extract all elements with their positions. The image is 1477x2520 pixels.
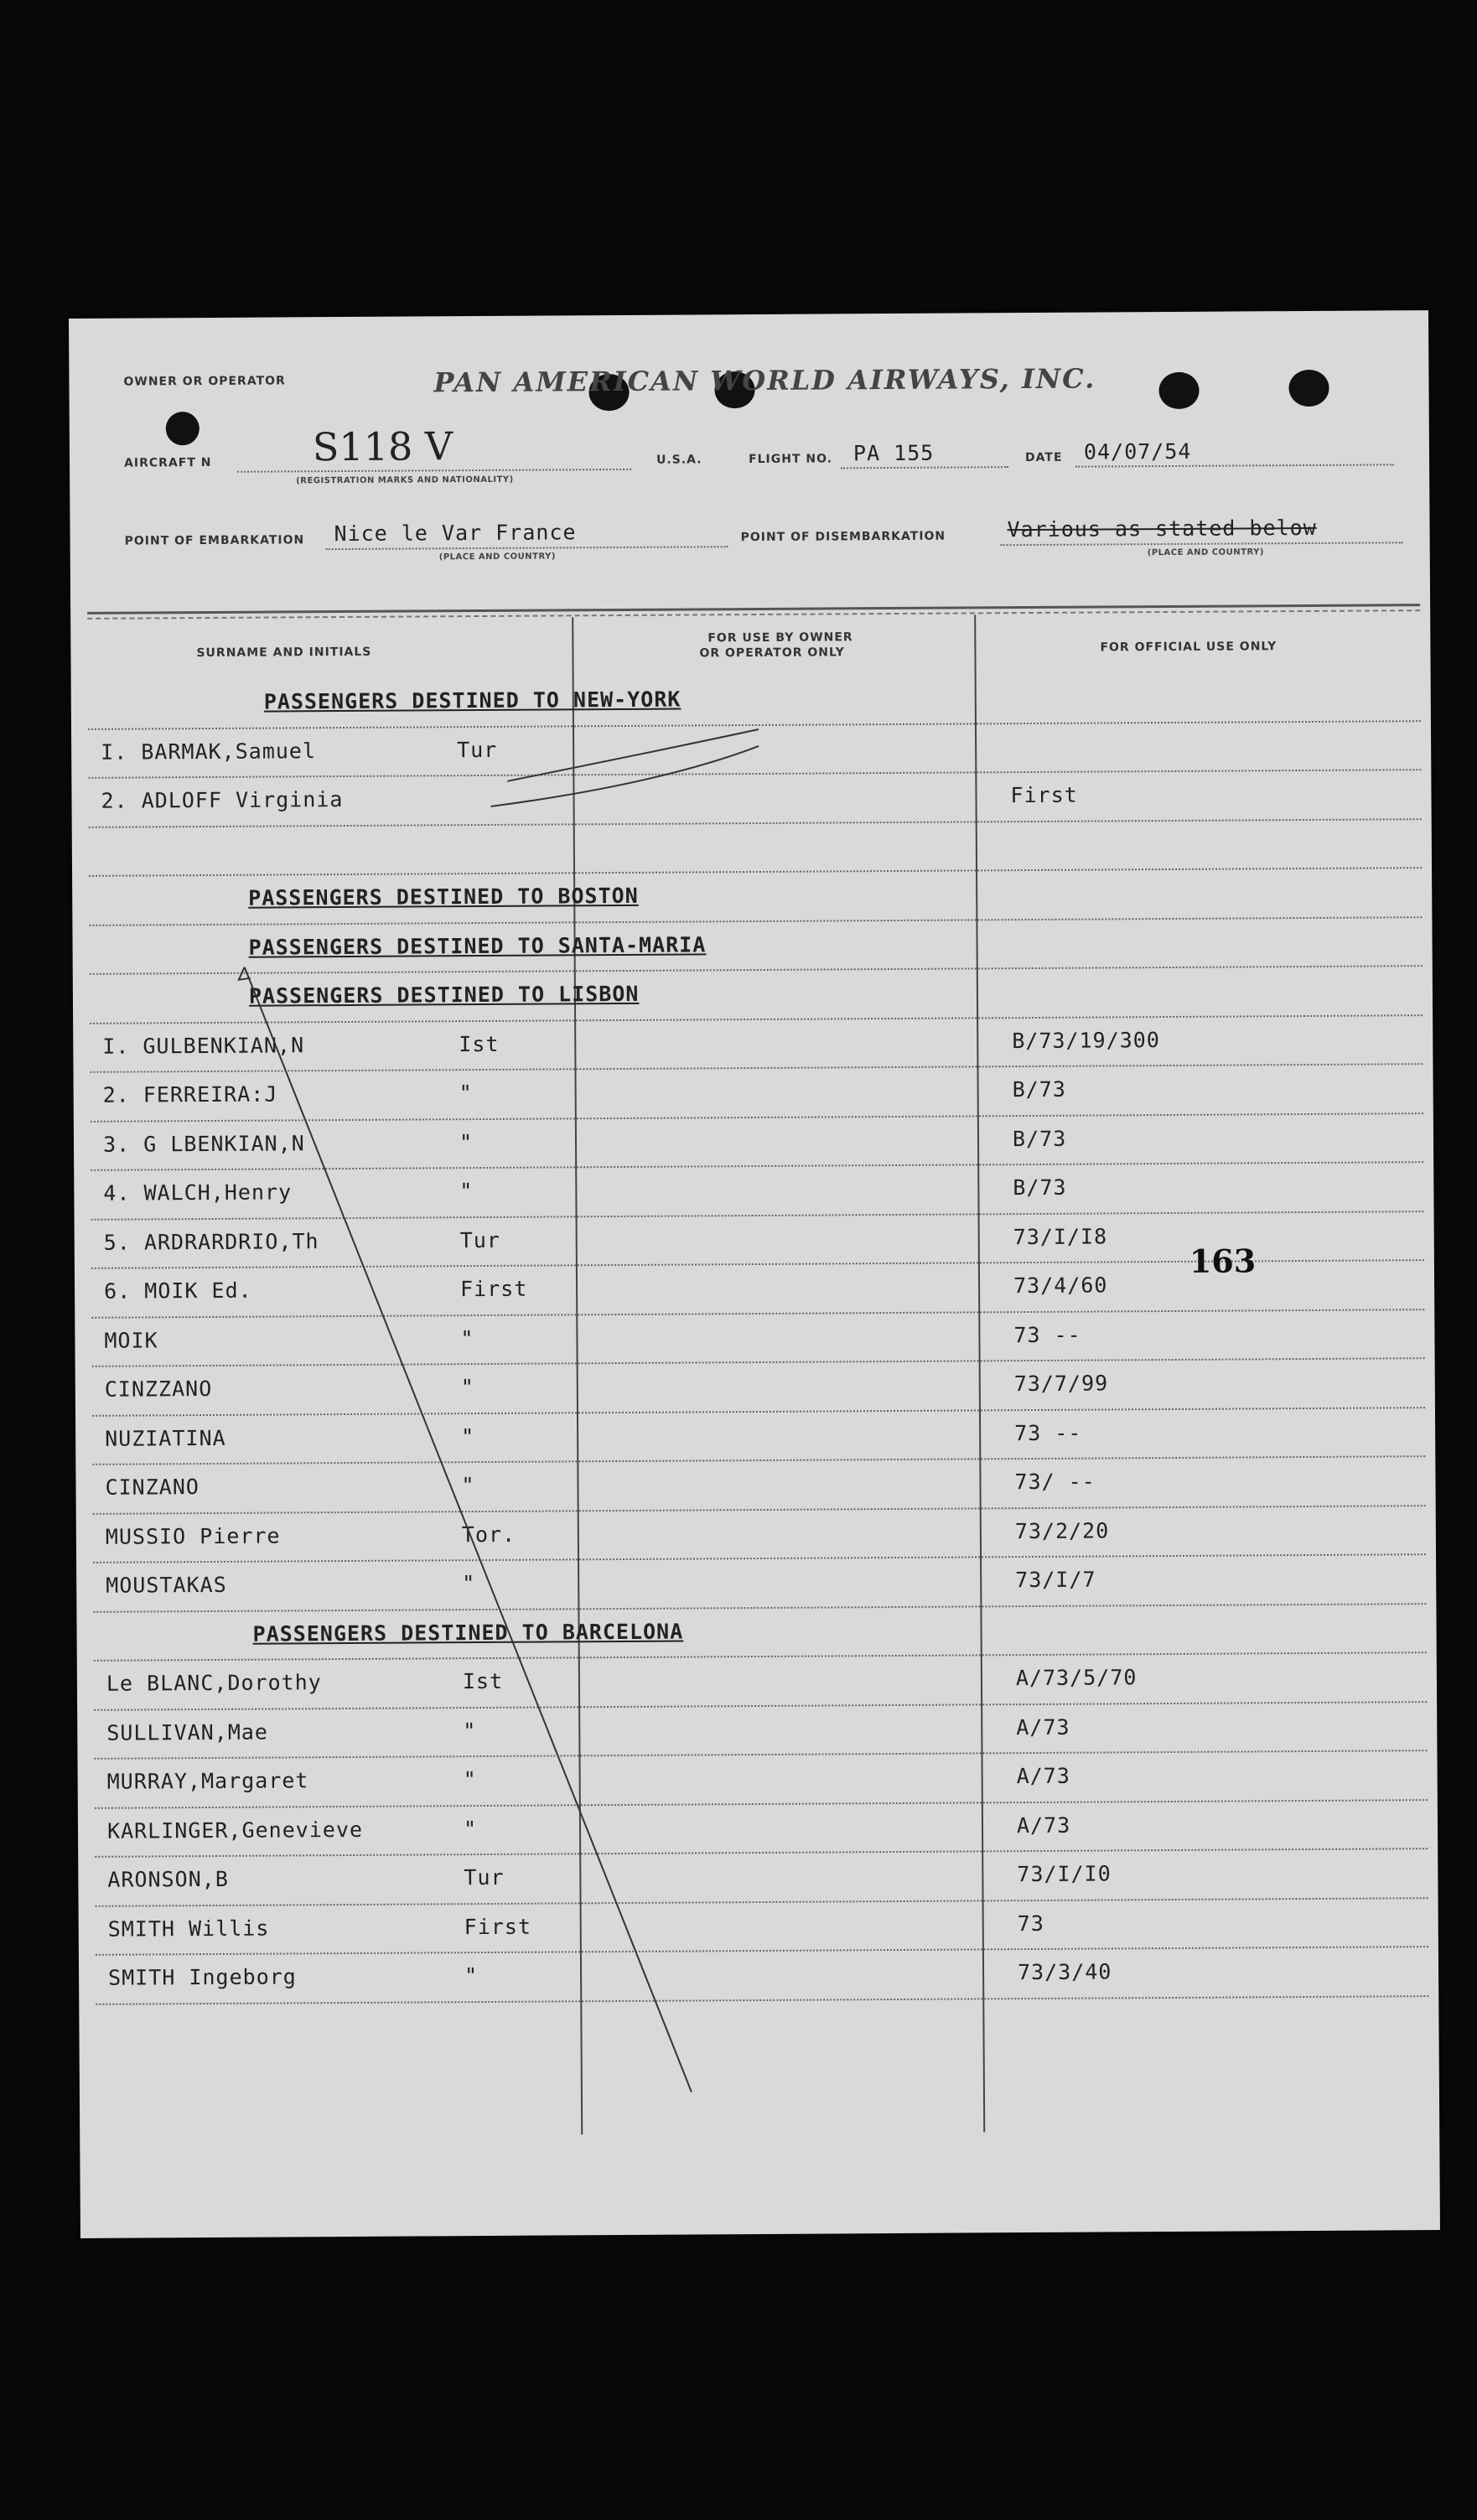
usa-label: U.S.A.: [656, 453, 702, 467]
passenger-name: MURRAY,Margaret: [106, 1768, 309, 1794]
passenger-name: 6. MOIK Ed.: [103, 1278, 252, 1304]
passenger-class: ": [460, 1325, 474, 1351]
passenger-name: 5. ARDRARDRIO,Th: [103, 1228, 319, 1255]
passenger-class: Ist: [462, 1668, 504, 1694]
passenger-name: 2. FERREIRA:J: [102, 1081, 278, 1107]
column-header-owner-1: FOR USE BY OWNER: [707, 630, 853, 646]
section-heading: PASSENGERS DESTINED TO NEW-YORK: [263, 687, 681, 714]
passenger-class: ": [459, 1081, 473, 1106]
official-entry: 73 --: [1013, 1322, 1081, 1347]
section-heading: PASSENGERS DESTINED TO SANTA-MARIA: [248, 931, 707, 960]
passenger-class: First: [464, 1914, 532, 1939]
aircraft-label: AIRCRAFT N: [124, 455, 212, 470]
official-entry: A/73/5/70: [1015, 1665, 1138, 1691]
passenger-class: ": [461, 1473, 475, 1498]
passenger-class: ": [460, 1375, 474, 1400]
passenger-class: ": [463, 1767, 477, 1792]
official-entry: 73/4/60: [1013, 1273, 1108, 1299]
official-entry: A/73: [1016, 1812, 1071, 1838]
official-entry: 73/2/20: [1014, 1517, 1110, 1543]
column-header-surname: SURNAME AND INITIALS: [196, 645, 372, 661]
disembarkation-value: Various as stated below: [1007, 515, 1317, 542]
passenger-name: 4. WALCH,Henry: [103, 1180, 293, 1206]
official-entry: B/73: [1012, 1126, 1067, 1151]
passenger-class: ": [462, 1571, 476, 1596]
column-header-owner-2: OR OPERATOR ONLY: [699, 646, 845, 661]
official-entry: 73/ --: [1014, 1469, 1096, 1495]
official-entry: 73 --: [1014, 1420, 1082, 1445]
passenger-name: I. GULBENKIAN,N: [102, 1032, 305, 1059]
passenger-class: ": [463, 1718, 477, 1743]
stamp-number: 163: [1189, 1242, 1257, 1280]
official-entry: 73/7/99: [1013, 1371, 1109, 1397]
passenger-name: Le BLANC,Dorothy: [106, 1670, 322, 1696]
passenger-name: CINZZANO: [104, 1376, 213, 1402]
passenger-class: Ist: [459, 1031, 500, 1056]
passenger-name: MOIK: [104, 1327, 158, 1353]
passenger-class: ": [461, 1423, 475, 1449]
official-entry: 73/3/40: [1017, 1959, 1112, 1985]
embarkation-label: POINT OF EMBARKATION: [124, 533, 305, 548]
registration-caption: (REGISTRATION MARKS AND NATIONALITY): [296, 474, 514, 486]
section-heading: PASSENGERS DESTINED TO BARCELONA: [252, 1619, 684, 1646]
official-entry: 73/I/I8: [1013, 1223, 1108, 1249]
passenger-name: ARONSON,B: [107, 1866, 229, 1892]
section-heading: PASSENGERS DESTINED TO BOSTON: [248, 883, 639, 910]
official-entry: First: [1010, 782, 1078, 808]
pencil-marks: [69, 310, 1440, 2238]
official-entry: B/73: [1012, 1076, 1066, 1102]
date-label: DATE: [1024, 450, 1063, 465]
passenger-name: I. BARMAK,Samuel: [101, 738, 317, 765]
disembarkation-label: POINT OF DISEMBARKATION: [740, 529, 946, 545]
passenger-name: KARLINGER,Genevieve: [106, 1817, 364, 1843]
column-header-official: FOR OFFICIAL USE ONLY: [1100, 640, 1277, 655]
company-name: PAN AMERICAN WORLD AIRWAYS, INC.: [433, 362, 1096, 399]
passenger-name: MOUSTAKAS: [106, 1572, 227, 1598]
section-heading: PASSENGERS DESTINED TO LISBON: [248, 981, 640, 1009]
passenger-class: Tor.: [461, 1522, 516, 1547]
embarkation-value: Nice le Var France: [334, 520, 577, 547]
passenger-name: 2. ADLOFF Virginia: [101, 787, 344, 813]
official-entry: 73/I/I0: [1017, 1861, 1112, 1887]
official-entry: 73/I/7: [1015, 1567, 1096, 1593]
flight-label: FLIGHT NO.: [748, 452, 833, 467]
passenger-class: Tur: [464, 1864, 505, 1890]
passenger-name: SMITH Ingeborg: [108, 1964, 297, 1990]
aircraft-value: S118 V: [312, 423, 453, 470]
passenger-class: ": [459, 1129, 474, 1154]
passenger-name: SULLIVAN,Mae: [106, 1719, 269, 1745]
passenger-name: NUZIATINA: [105, 1425, 226, 1451]
owner-label: OWNER OR OPERATOR: [123, 374, 286, 389]
official-entry: B/73: [1013, 1174, 1067, 1200]
official-entry: A/73: [1016, 1714, 1070, 1740]
passenger-class: Tur: [457, 737, 498, 762]
passenger-name: CINZANO: [105, 1475, 200, 1500]
passenger-name: 3. G LBENKIAN,N: [102, 1130, 305, 1157]
passenger-name: SMITH Willis: [107, 1916, 270, 1942]
passenger-class: ": [464, 1963, 479, 1989]
passenger-class: ": [459, 1179, 474, 1204]
place-country-caption: (PLACE AND COUNTRY): [438, 552, 556, 563]
official-entry: A/73: [1016, 1763, 1070, 1789]
place-country-caption-2: (PLACE AND COUNTRY): [1147, 547, 1264, 558]
passenger-class: Tur: [459, 1227, 500, 1252]
passenger-class: ": [463, 1816, 478, 1841]
manifest-page: [69, 310, 1440, 2238]
passenger-name: MUSSIO Pierre: [105, 1522, 281, 1549]
official-entry: 73: [1017, 1911, 1044, 1936]
passenger-class: First: [459, 1276, 528, 1302]
official-entry: B/73/19/300: [1012, 1027, 1160, 1053]
flight-value: PA 155: [853, 440, 935, 466]
date-value: 04/07/54: [1083, 438, 1192, 464]
